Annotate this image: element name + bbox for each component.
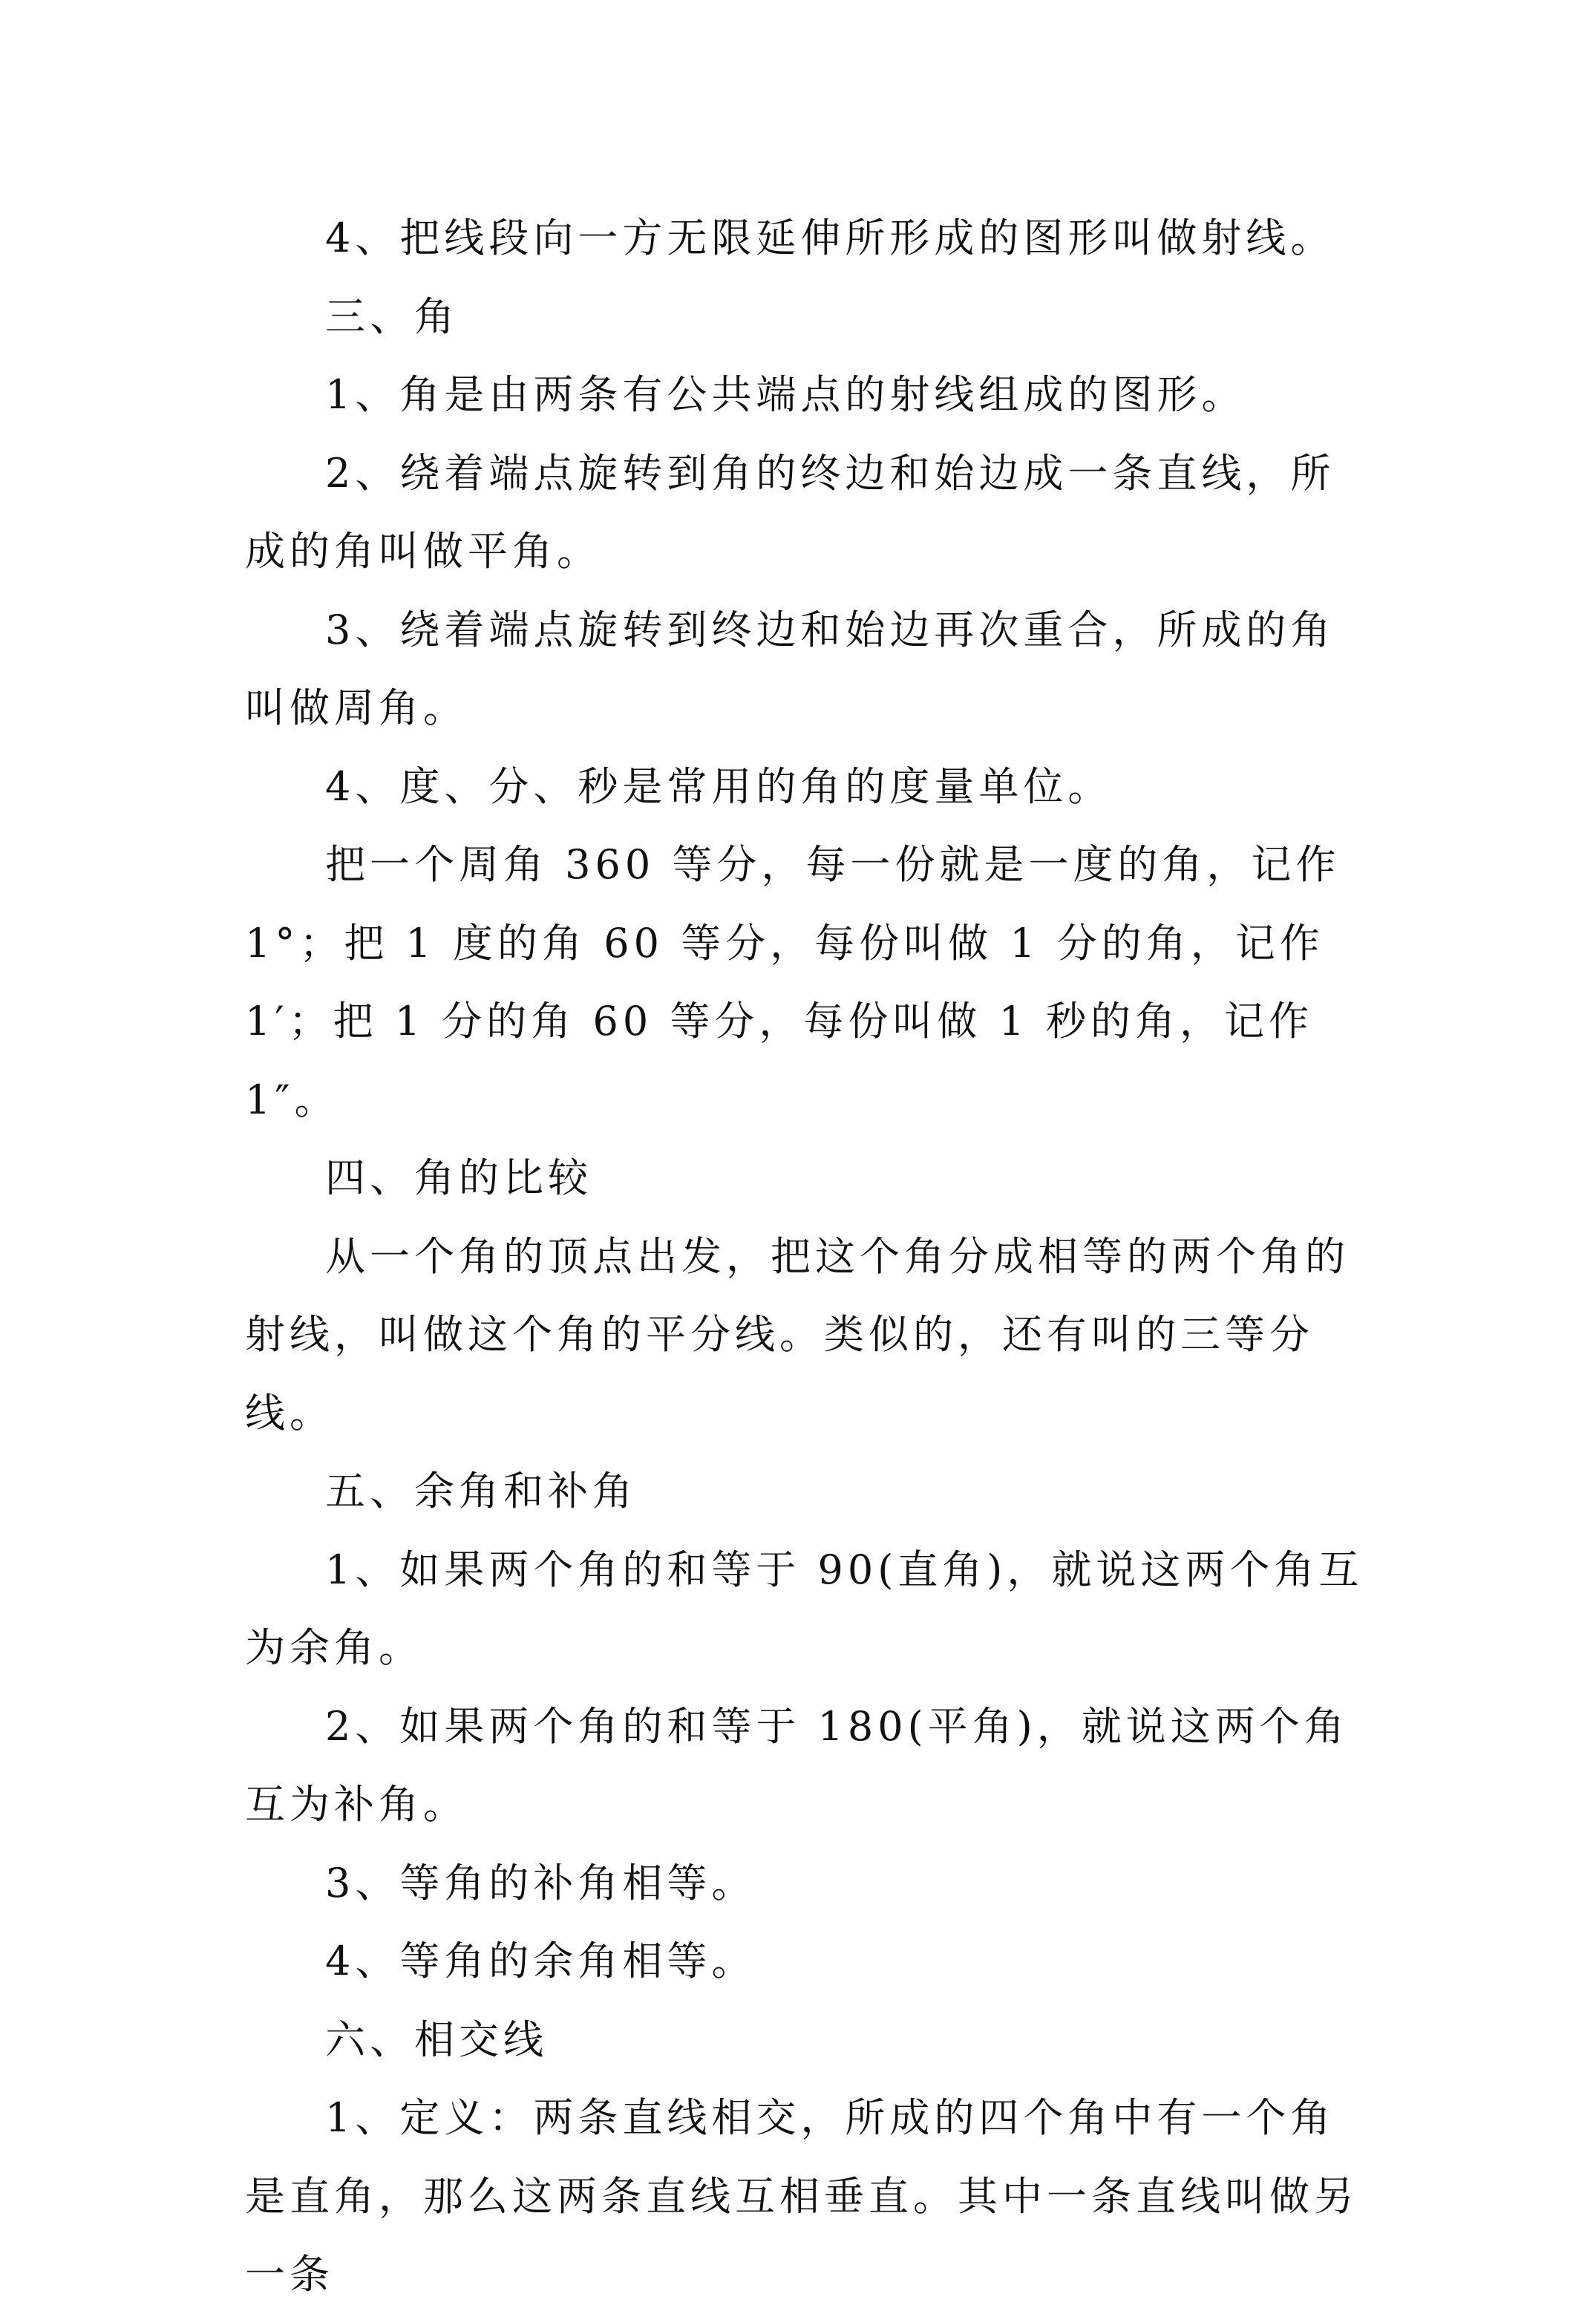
section-heading-angle: 三、角 bbox=[325, 292, 459, 340]
section-heading-complementary-supplementary: 五、余角和补角 bbox=[325, 1468, 637, 1514]
paragraph-angle-definition: 1、角是由两条有公共端点的射线组成的图形。 bbox=[325, 371, 1246, 418]
paragraph-perpendicular-definition: 1、定义：两条直线相交，所成的四个角中有一个角是直角，那么这两条直线互相垂直。其中一条直线叫做另一条 bbox=[245, 2094, 1358, 2298]
section-heading-angle-comparison: 四、角的比较 bbox=[325, 1154, 592, 1201]
paragraph-straight-angle: 2、绕着端点旋转到角的终边和始边成一条直线，所成的角叫做平角。 bbox=[245, 449, 1335, 575]
paragraph-complementary-angles: 1、如果两个角的和等于 90(直角)，就说这两个角互为余角。 bbox=[245, 1546, 1364, 1671]
paragraph-angle-bisector: 从一个角的顶点出发，把这个角分成相等的两个角的射线，叫做这个角的平分线。类似的，还有叫的三等分线。 bbox=[245, 1232, 1350, 1437]
paragraph-angle-units: 4、度、分、秒是常用的角的度量单位。 bbox=[325, 762, 1113, 810]
paragraph-degree-minute-second: 把一个周角 360 等分，每一份就是一度的角，记作 1°；把 1 度的角 60 等分，每份叫做 1 分的角，记作 1′；把 1 分的角 60 等分，每份叫做 1 秒的角，记作 1″。 bbox=[245, 841, 1358, 1123]
paragraph-supplementary-angles: 2、如果两个角的和等于 180(平角)，就说这两个角互为补角。 bbox=[245, 1702, 1349, 1828]
paragraph-round-angle: 3、绕着端点旋转到终边和始边再次重合，所成的角叫做周角。 bbox=[245, 606, 1335, 731]
section-heading-intersecting-lines: 六、相交线 bbox=[325, 2016, 548, 2063]
paragraph-ray-definition: 4、把线段向一方无限延伸所形成的图形叫做射线。 bbox=[325, 215, 1335, 261]
paragraph-equal-supplements: 3、等角的补角相等。 bbox=[325, 1859, 756, 1906]
document-body bbox=[245, 199, 1373, 2314]
paragraph-equal-complements: 4、等角的余角相等。 bbox=[325, 1938, 756, 1984]
